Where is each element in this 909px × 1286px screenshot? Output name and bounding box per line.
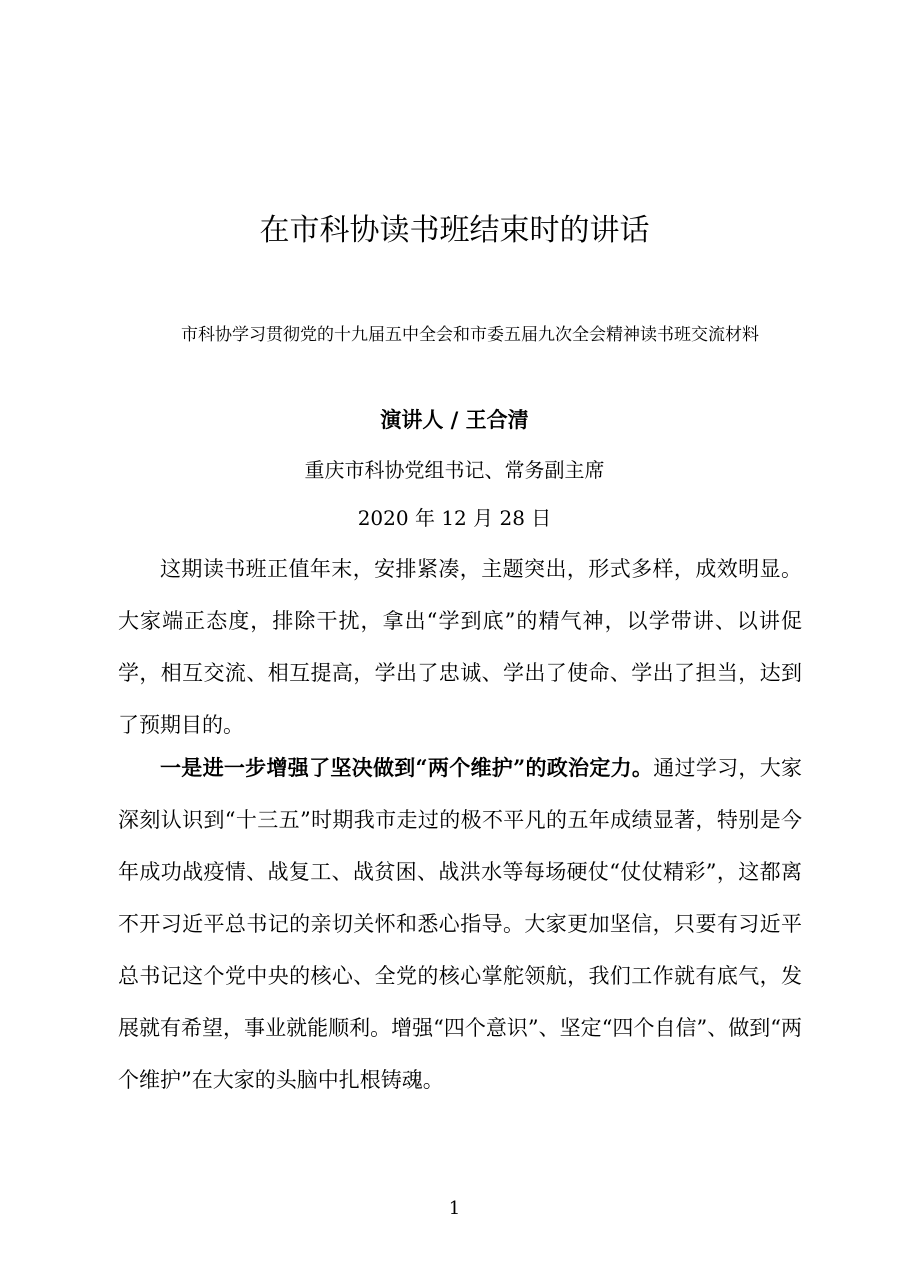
paragraph-text: 通过学习，大家深刻认识到“十三五”时期我市走过的极不平凡的五年成绩显著，特别是今年成功战疫情、战复工、战贫困、战洪水等每场硬仗“仗仗精彩”，这都离不开习近平总书记的亲切关怀和悉心指导。大家更加坚信，只要有习近平总书记这个党中央的核心、全党的核心掌舵领航，我们工作就有底气，发展就有希望，事业就能顺利。增强“四个意识”、坚定“四个自信”、做到“两个维护”在大家的头脑中扎根铸魂。 xyxy=(118,756,803,1092)
body-paragraph xyxy=(118,742,802,1106)
speaker-position: 重庆市科协党组书记、常务副主席 xyxy=(304,458,605,482)
paragraph-text: 这期读书班正值年末，安排紧凑，主题突出，形式多样，成效明显。大家端正态度，排除干扰，拿出“学到底”的精气神，以学带讲、以讲促学，相互交流、相互提高，学出了忠诚、学出了使命、学出了担当，达到了预期目的。 xyxy=(118,557,802,737)
paragraph-lead: 一是进一步增强了坚决做到“两个维护”的政治定力。 xyxy=(160,755,654,780)
document-subtitle: 市科协学习贯彻党的十九届五中全会和市委五届九次全会精神读书班交流材料 xyxy=(181,325,759,345)
speech-date: 2020 年 12 月 28 日 xyxy=(357,506,552,530)
body-paragraph xyxy=(118,543,802,751)
speaker-line: 演讲人 / 王合清 xyxy=(380,407,529,432)
document-title: 在市科协读书班结束时的讲话 xyxy=(259,213,650,248)
page-number: 1 xyxy=(448,1198,461,1219)
